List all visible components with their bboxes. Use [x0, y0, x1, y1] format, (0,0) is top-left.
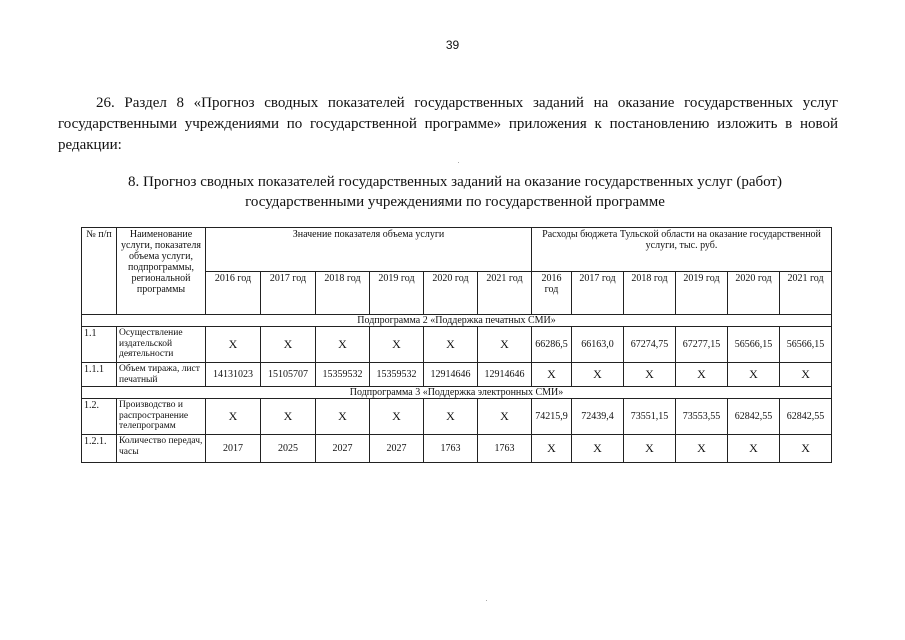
value-cell: X: [424, 327, 478, 363]
value-cell: X: [206, 399, 261, 435]
header-num: № п/п: [82, 228, 117, 315]
value-cell: 1763: [478, 435, 532, 463]
subprogram-2-label: Подпрограмма 2 «Поддержка печатных СМИ»: [82, 315, 832, 327]
expense-cell: 62842,55: [780, 399, 832, 435]
expense-cell: 56566,15: [780, 327, 832, 363]
row-name: Количество передач, часы: [117, 435, 206, 463]
expense-cell: X: [572, 363, 624, 387]
expense-cell: 67277,15: [676, 327, 728, 363]
value-cell: X: [370, 399, 424, 435]
value-cell: 15105707: [261, 363, 316, 387]
year-header: 2018 год: [316, 271, 370, 315]
year-header: 2020 год: [424, 271, 478, 315]
scan-speck: [486, 600, 487, 601]
row-name: Объем тиража, лист печатный: [117, 363, 206, 387]
year-header: 2020 год: [728, 271, 780, 315]
value-cell: X: [316, 399, 370, 435]
row-num: 1.2.: [82, 399, 117, 435]
value-cell: 1763: [424, 435, 478, 463]
year-header: 2019 год: [676, 271, 728, 315]
expense-cell: X: [572, 435, 624, 463]
year-header: 2016 год: [532, 271, 572, 315]
row-num: 1.1: [82, 327, 117, 363]
value-cell: X: [478, 327, 532, 363]
value-cell: X: [478, 399, 532, 435]
header-expenses-group: Расходы бюджета Тульской области на оказание государственной услуги, тыс. руб.: [532, 228, 832, 272]
row-num: 1.1.1: [82, 363, 117, 387]
value-cell: X: [206, 327, 261, 363]
value-cell: 14131023: [206, 363, 261, 387]
year-header: 2021 год: [780, 271, 832, 315]
year-header: 2017 год: [572, 271, 624, 315]
table-header-row: [82, 228, 832, 272]
subprogram-3-label: Подпрограмма 3 «Поддержка электронных СМИ»: [82, 387, 832, 399]
year-header: 2018 год: [624, 271, 676, 315]
table-row: [82, 363, 832, 387]
table-row: [82, 399, 832, 435]
expense-cell: X: [676, 363, 728, 387]
expense-cell: X: [532, 363, 572, 387]
expense-cell: X: [728, 435, 780, 463]
value-cell: 15359532: [316, 363, 370, 387]
section-title: [60, 172, 850, 212]
header-name: Наименование услуги, показателя объема услуги, подпрограммы, региональной программы: [117, 228, 206, 315]
value-cell: 2027: [316, 435, 370, 463]
value-cell: 2025: [261, 435, 316, 463]
year-header: 2021 год: [478, 271, 532, 315]
year-header: 2019 год: [370, 271, 424, 315]
value-cell: X: [370, 327, 424, 363]
subprogram-row: [82, 387, 832, 399]
value-cell: 12914646: [424, 363, 478, 387]
expense-cell: X: [624, 435, 676, 463]
intro-paragraph: 26. Раздел 8 «Прогноз сводных показателей государственных заданий на оказание государственных услуг государственными учреждениями по государственной программе» приложения к постановлению изложить в новой редакции:: [58, 95, 838, 153]
expense-cell: X: [728, 363, 780, 387]
scan-speck: [458, 162, 459, 163]
value-cell: 15359532: [370, 363, 424, 387]
year-header: 2017 год: [261, 271, 316, 315]
value-cell: X: [261, 327, 316, 363]
expense-cell: 74215,9: [532, 399, 572, 435]
section-title-line1: 8. Прогноз сводных показателей государственных заданий на оказание государственных услуг (работ): [128, 174, 782, 190]
value-cell: X: [424, 399, 478, 435]
header-volume-group: Значение показателя объема услуги: [206, 228, 532, 272]
expense-cell: 73553,55: [676, 399, 728, 435]
forecast-table: [81, 227, 832, 463]
value-cell: 12914646: [478, 363, 532, 387]
expense-cell: 66286,5: [532, 327, 572, 363]
section-title-line2: государственными учреждениями по государственной программе: [245, 194, 665, 210]
expense-cell: 66163,0: [572, 327, 624, 363]
expense-cell: X: [624, 363, 676, 387]
expense-cell: 73551,15: [624, 399, 676, 435]
value-cell: 2027: [370, 435, 424, 463]
expense-cell: 56566,15: [728, 327, 780, 363]
expense-cell: X: [780, 435, 832, 463]
table-row: [82, 327, 832, 363]
expense-cell: X: [780, 363, 832, 387]
year-header: 2016 год: [206, 271, 261, 315]
expense-cell: X: [676, 435, 728, 463]
expense-cell: 72439,4: [572, 399, 624, 435]
value-cell: X: [261, 399, 316, 435]
value-cell: 2017: [206, 435, 261, 463]
row-name: Производство и распространение телепрограмм: [117, 399, 206, 435]
expense-cell: 62842,55: [728, 399, 780, 435]
expense-cell: 67274,75: [624, 327, 676, 363]
value-cell: X: [316, 327, 370, 363]
table-row: [82, 435, 832, 463]
subprogram-row: [82, 315, 832, 327]
expense-cell: X: [532, 435, 572, 463]
row-name: Осуществление издательской деятельности: [117, 327, 206, 363]
row-num: 1.2.1.: [82, 435, 117, 463]
page-number: 39: [445, 38, 460, 52]
